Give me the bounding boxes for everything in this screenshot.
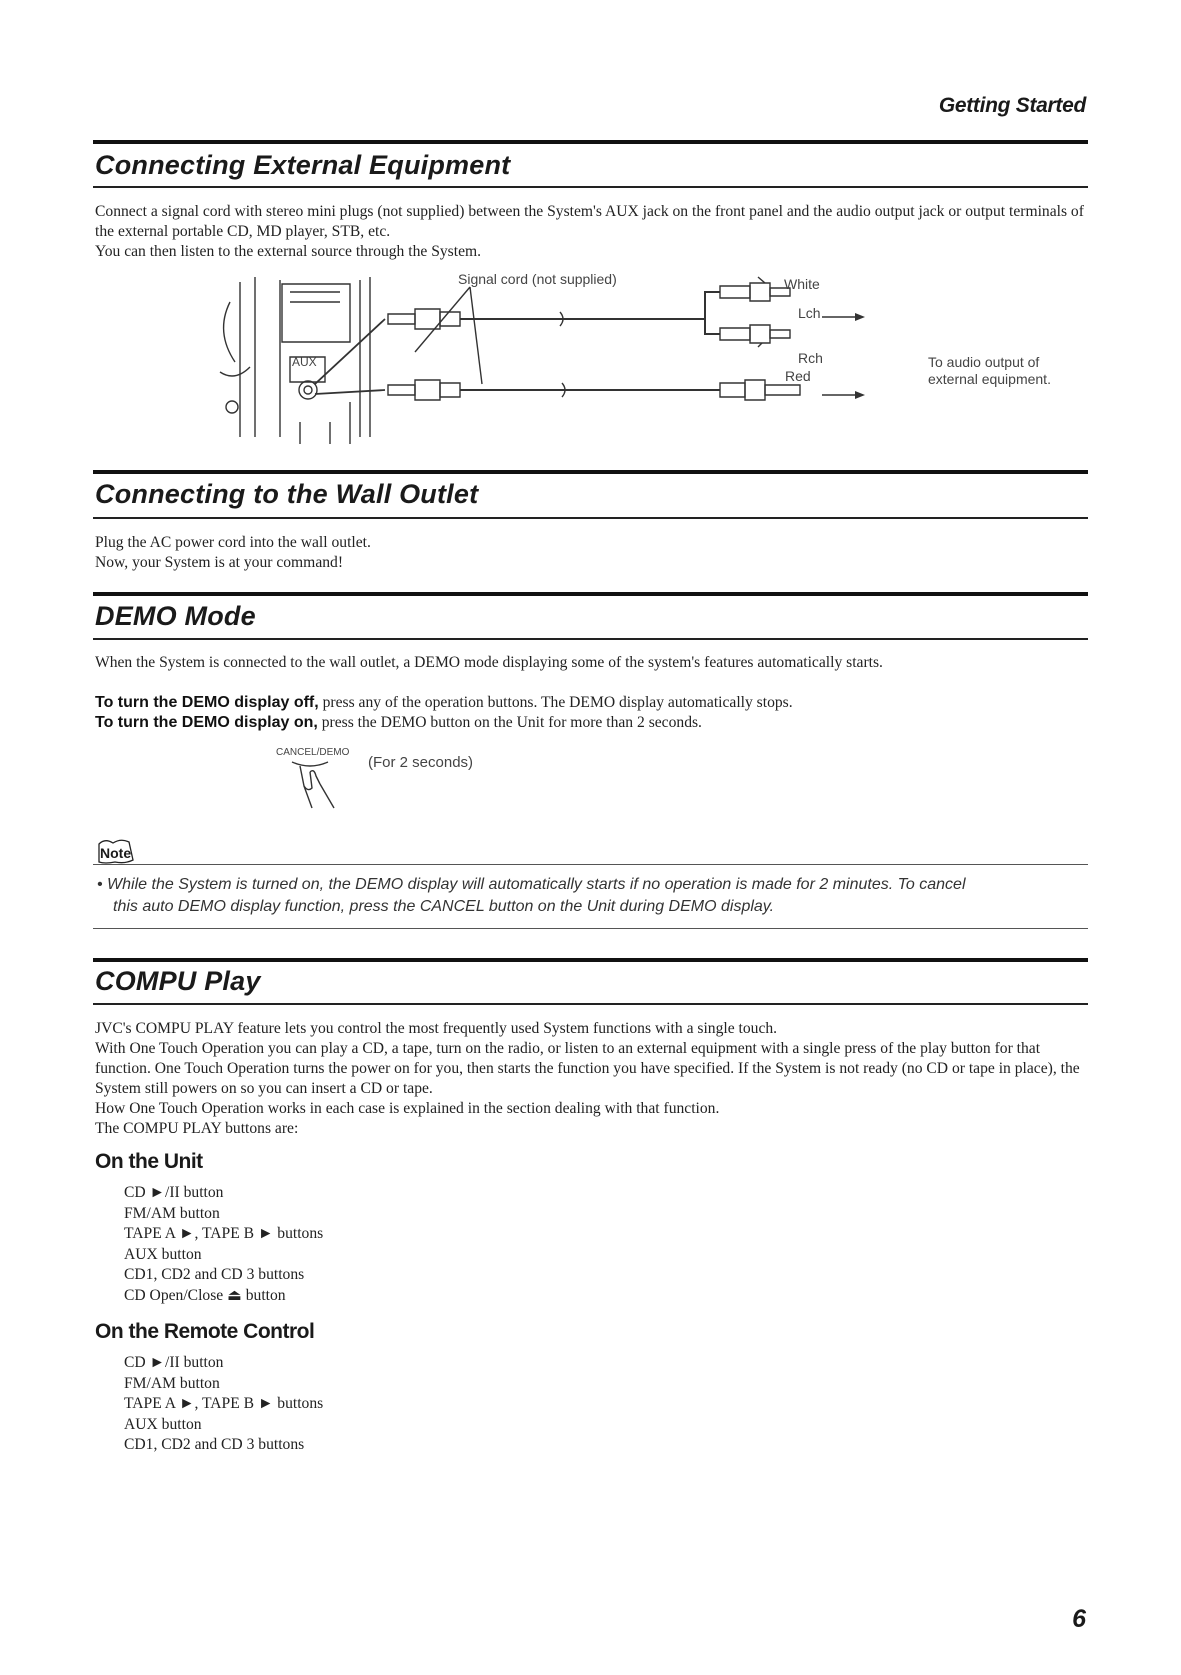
list-item: AUX button — [124, 1245, 202, 1263]
subheading-remote: On the Remote Control — [95, 1320, 315, 1343]
section-underline — [93, 1003, 1088, 1005]
wall-body — [95, 533, 1090, 573]
list-item: CD ►/II button — [124, 1354, 224, 1371]
signal-cord-label: Signal cord (not supplied) — [458, 271, 617, 287]
list-item: CD Open/Close ⏏ button — [124, 1286, 286, 1304]
header-rule — [93, 140, 1088, 144]
rch-label: Rch — [798, 350, 823, 366]
section-rule — [93, 470, 1088, 474]
page-number: 6 — [1072, 1605, 1086, 1633]
cancel-demo-button-label: CANCEL/DEMO — [276, 747, 350, 758]
connection-diagram — [210, 272, 1090, 447]
output-label-line1: To audio output of — [928, 354, 1040, 370]
section-rule — [93, 592, 1088, 596]
list-item: CD ►/II button — [124, 1184, 224, 1201]
list-item: CD1, CD2 and CD 3 buttons — [124, 1436, 305, 1453]
paragraph: You can then listen to the external source through the System. — [95, 243, 482, 260]
paragraph: Connect a signal cord with stereo mini plugs (not supplied) between the System's AUX jack on the front panel and the audio output jack or output terminals of the external portable CD, MD player, STB, etc. — [95, 203, 1084, 240]
paragraph: JVC's COMPU PLAY feature lets you control the most frequently used System functions with a single touch. — [95, 1020, 778, 1037]
section-underline — [93, 517, 1088, 519]
note-text — [97, 874, 1087, 918]
running-head: Getting Started — [938, 94, 1086, 117]
remote-button-list — [124, 1353, 323, 1456]
note-bottom-rule — [93, 928, 1088, 929]
paragraph: Plug the AC power cord into the wall outlet. — [95, 534, 371, 551]
section-rule — [93, 958, 1088, 962]
red-label: Red — [785, 368, 811, 384]
compu-body — [95, 1019, 1090, 1139]
subheading-unit: On the Unit — [95, 1150, 203, 1173]
section-title-external: Connecting External Equipment — [95, 150, 511, 180]
list-item: FM/AM button — [124, 1204, 220, 1222]
note-line: • While the System is turned on, the DEMO display will automatically starts if no operation is made for 2 minutes. To cancel — [97, 876, 966, 893]
unit-button-list — [124, 1183, 323, 1306]
demo-on-instruction — [95, 713, 1090, 733]
list-item: CD1, CD2 and CD 3 buttons — [124, 1266, 305, 1283]
output-label-line2: external equipment. — [928, 371, 1051, 387]
demo-intro: When the System is connected to the wall outlet, a DEMO mode displaying some of the system's features automatically starts. — [95, 654, 883, 671]
note-label: Note — [100, 845, 132, 861]
demo-off-instruction — [95, 693, 1090, 713]
list-item: AUX button — [124, 1415, 202, 1433]
section-underline — [93, 186, 1088, 188]
section-title-demo: DEMO Mode — [95, 601, 256, 631]
section-title-wall: Connecting to the Wall Outlet — [95, 479, 479, 509]
hold-duration-label: (For 2 seconds) — [368, 754, 474, 771]
list-item: TAPE A ►, TAPE B ► buttons — [124, 1395, 324, 1412]
aux-jack-label: AUX — [292, 355, 317, 369]
demo-off-text: press any of the operation buttons. The DEMO display automatically stops. — [318, 694, 793, 711]
finger-press-icon — [290, 758, 350, 818]
paragraph: How One Touch Operation works in each case is explained in the section dealing with that function. — [95, 1100, 720, 1117]
list-item: FM/AM button — [124, 1374, 220, 1392]
note-line: this auto DEMO display function, press the CANCEL button on the Unit during DEMO display. — [113, 898, 775, 915]
list-item: TAPE A ►, TAPE B ► buttons — [124, 1225, 324, 1242]
paragraph: Now, your System is at your command! — [95, 554, 344, 571]
section-underline — [93, 638, 1088, 640]
demo-off-lead: To turn the DEMO display off, — [95, 694, 319, 711]
demo-on-text: press the DEMO button on the Unit for more than 2 seconds. — [317, 714, 702, 731]
note-top-rule — [93, 864, 1088, 865]
section-title-compu: COMPU Play — [95, 966, 261, 996]
lch-label: Lch — [798, 305, 821, 321]
white-label: White — [784, 276, 820, 292]
paragraph: The COMPU PLAY buttons are: — [95, 1120, 299, 1137]
external-body — [95, 202, 1090, 262]
paragraph: With One Touch Operation you can play a CD, a tape, turn on the radio, or listen to an external equipment with a single press of the play button for that function. One Touch Operation turns the power on for you, then starts the function you have specified. If the System is not ready (no CD or tape in place), the System still powers on so you can insert a CD or tape. — [95, 1040, 1080, 1097]
demo-on-lead: To turn the DEMO display on, — [95, 714, 318, 731]
